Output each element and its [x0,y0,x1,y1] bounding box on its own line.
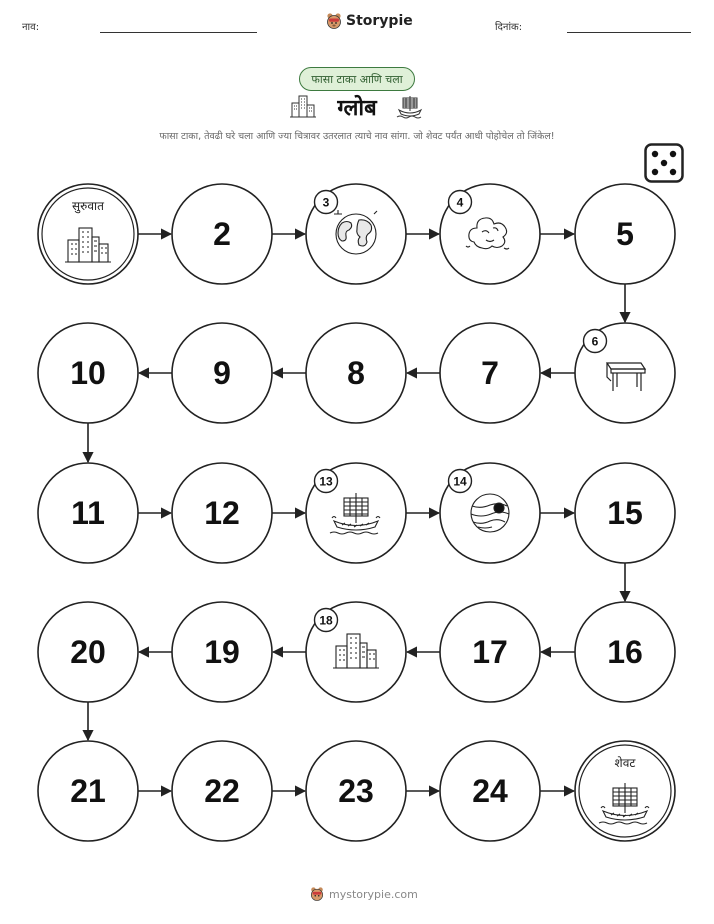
footer-url[interactable]: mystorypie.com [329,887,418,901]
date-label: दिनांक: [495,22,523,33]
cell-number: 21 [70,773,106,809]
cell-number: 8 [347,355,365,391]
board-cell-17[interactable] [440,602,540,702]
board-cell-22[interactable] [172,741,272,841]
cell-number: 17 [472,634,508,670]
board-cell-15[interactable] [575,463,675,563]
board-cell-9[interactable] [172,323,272,423]
board-cell-8[interactable] [306,323,406,423]
cell-badge-number: 3 [322,195,330,210]
cell-number: 5 [616,216,634,252]
name-label: नाव: [22,22,40,33]
cell-number: 16 [607,634,643,670]
end-label: शेवट [614,756,636,770]
cell-number: 2 [213,216,231,252]
board-cell-18[interactable] [306,602,406,702]
board-cell-7[interactable] [440,323,540,423]
board-cell-3[interactable] [306,184,406,284]
cell-badge-number: 13 [319,474,333,489]
board-cell-20[interactable] [38,602,138,702]
board-cell-19[interactable] [172,602,272,702]
cell-badge-number: 4 [456,195,464,210]
footer-mascot-icon [310,886,324,902]
board-cell-10[interactable] [38,323,138,423]
cell-number: 22 [204,773,240,809]
board-cell-14[interactable] [440,463,540,563]
instructions-text: फासा टाका, तेवढी घरे चला आणि ज्या चित्रावर उतरलात त्याचे नाव सांगा. जो शेवट पर्यंत आधी पोहोचेल तो जिंकेल! [159,131,555,142]
board-cell-2[interactable] [172,184,272,284]
board-cell-16[interactable] [575,602,675,702]
board-cell-24[interactable] [440,741,540,841]
cell-number: 23 [338,773,374,809]
board-cell-11[interactable] [38,463,138,563]
start-label: सुरुवात [72,199,104,213]
brand-name: Storypie [346,13,413,29]
game-type-text: फासा टाका आणि चला [311,72,403,86]
game-title: ग्लोब [337,95,377,121]
cell-number: 9 [213,355,231,391]
cell-number: 10 [70,355,106,391]
board-cell-5[interactable] [575,184,675,284]
cell-number: 19 [204,634,240,670]
cell-number: 12 [204,495,240,531]
board-cell-23[interactable] [306,741,406,841]
board-cell-1[interactable] [38,184,138,284]
board-cell-13[interactable] [306,463,406,563]
cell-number: 7 [481,355,499,391]
cell-badge-number: 18 [319,613,333,628]
cell-badge-number: 14 [453,474,467,489]
cell-badge-number: 6 [591,334,599,349]
cell-number: 20 [70,634,106,670]
cell-number: 24 [472,773,508,809]
board-cell-6[interactable] [575,323,675,423]
board-cell-12[interactable] [172,463,272,563]
board-cell-4[interactable] [440,184,540,284]
footer [310,886,418,902]
cell-number: 15 [607,495,643,531]
board-cell-21[interactable] [38,741,138,841]
cell-number: 11 [71,495,105,531]
board-cell-25[interactable] [575,741,675,841]
